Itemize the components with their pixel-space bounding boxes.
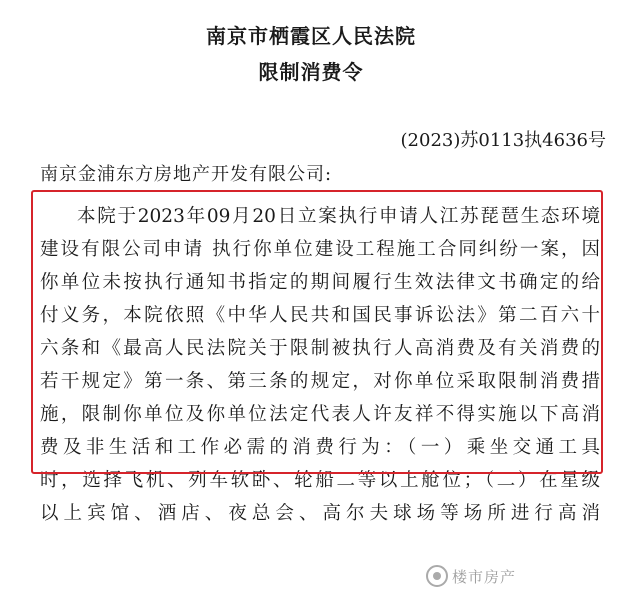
watermark <box>426 561 516 591</box>
body-line: 六条和《最高人民法院关于限制被执行人高消费及有关消费的 <box>40 338 600 359</box>
body-line: 付义务，本院依照《中华人民共和国民事诉讼法》第二百六十 <box>40 305 600 326</box>
body-line: 以上宾馆、酒店、夜总会、高尔夫球场等场所进行高消 <box>40 503 600 524</box>
body-line: 若干规定》第一条、第三条的规定，对你单位采取限制消费措 <box>40 371 600 392</box>
body-line: 建设有限公司申请 执行你单位建设工程施工合同纠纷一案，因 <box>40 239 600 260</box>
addressee-line: 南京金浦东方房地产开发有限公司: <box>40 164 333 185</box>
order-body <box>40 200 600 530</box>
body-line: 施，限制你单位及你单位法定代表人许友祥不得实施以下高消 <box>40 404 600 425</box>
body-line: 费及非生活和工作必需的消费行为：（一）乘坐交通工具 <box>40 437 600 458</box>
document-type-heading: 限制消费令 <box>258 60 364 84</box>
body-line: 你单位未按执行通知书指定的期间履行生效法律文书确定的给 <box>40 272 600 293</box>
case-number: (2023)苏0113执4636号 <box>400 130 606 151</box>
watermark-text: 楼市房产 <box>452 567 517 586</box>
court-name-heading: 南京市栖霞区人民法院 <box>206 24 416 48</box>
body-line: 本院于2023年09月20日立案执行申请人江苏琵琶生态环境 <box>77 206 600 227</box>
body-line: 时，选择飞机、列车软卧、轮船二等以上舱位；（二）在星级 <box>40 470 600 491</box>
watermark-logo-icon <box>426 565 448 587</box>
